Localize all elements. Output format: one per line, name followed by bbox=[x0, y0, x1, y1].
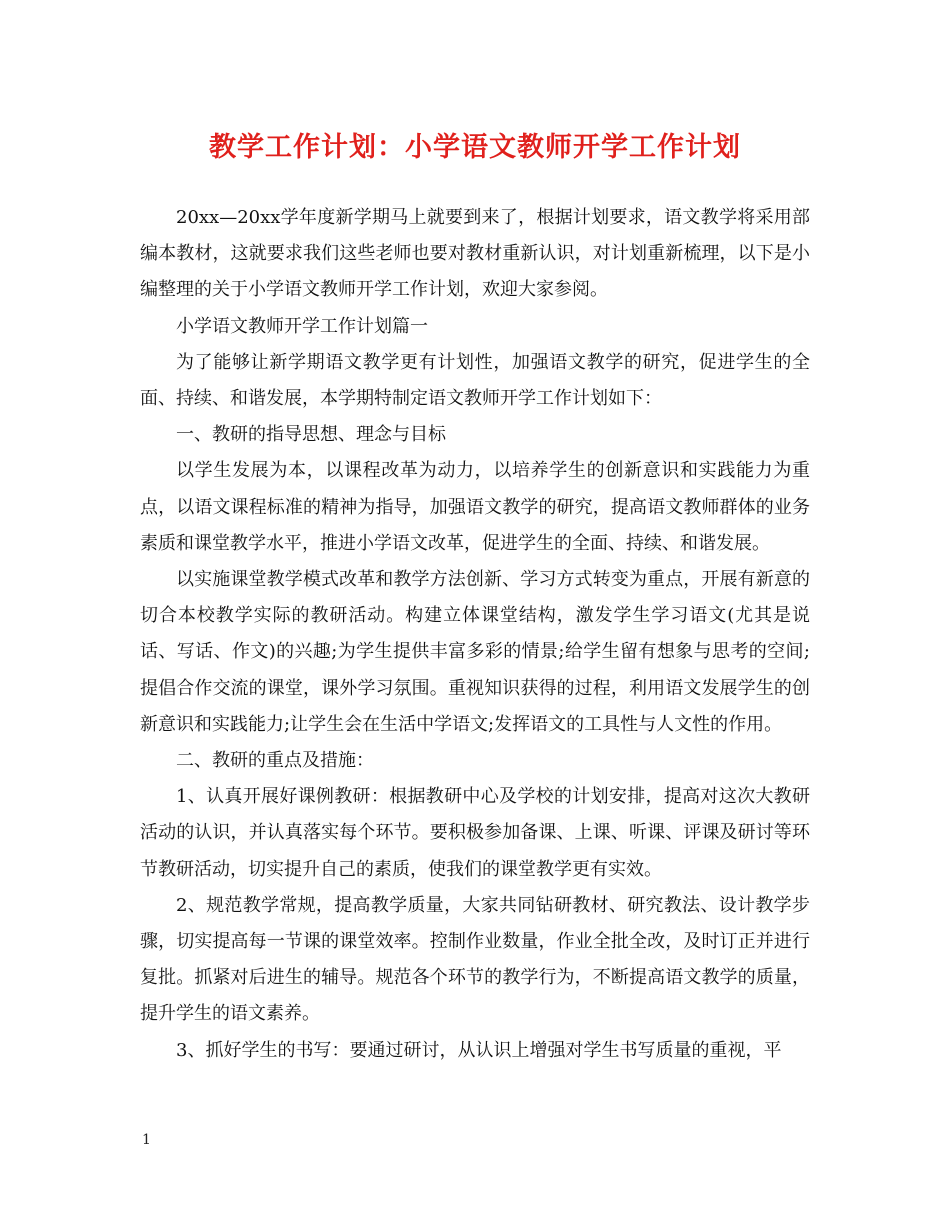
paragraph-item-2: 2、规范教学常规，提高教学质量，大家共同钻研教材、研究教法、设计教学步骤，切实提高每一节课的课堂效率。控制作业数量，作业全批全改，及时订正并进行复批。抓紧对后进生的辅导。规范各个环节的教学行为，不断提高语文教学的质量，提升学生的语文素养。 bbox=[140, 894, 810, 1025]
paragraph-item-3: 3、抓好学生的书写：要通过研讨，从认识上增强对学生书写质量的重视，平 bbox=[176, 1039, 782, 1061]
page-number: 1 bbox=[142, 1132, 151, 1148]
paragraph-purpose: 为了能够让新学期语文教学更有计划性，加强语文教学的研究，促进学生的全面、持续、和谐发展，本学期特制定语文教师开学工作计划如下： bbox=[140, 351, 810, 410]
paragraph-guiding-ideology: 以学生发展为本，以课程改革为动力，以培养学生的创新意识和实践能力为重点，以语文课程标准的精神为指导，加强语文教学的研究，提高语文教师群体的业务素质和课堂教学水平，推进小学语文改革，促进学生的全面、持续、和谐发展。 bbox=[140, 460, 810, 554]
paragraph-heading-two: 二、教研的重点及措施： bbox=[176, 750, 374, 772]
paragraph-teaching-reform: 以实施课堂教学模式改革和教学方法创新、学习方式转变为重点，开展有新意的切合本校教学实际的教研活动。构建立体课堂结构，激发学生学习语文(尤其是说话、写话、作文)的兴趣;为学生提供丰富多彩的情景;给学生留有想象与思考的空间;提倡合作交流的课堂，课外学习氛围。重视知识获得的过程，利用语文发展学生的创新意识和实践能力;让学生会在生活中学语文;发挥语文的工具性与人文性的作用。 bbox=[140, 569, 810, 735]
paragraph-section-heading: 小学语文教师开学工作计划篇一 bbox=[176, 315, 428, 337]
paragraph-heading-one: 一、教研的指导思想、理念与目标 bbox=[176, 424, 446, 446]
document-body bbox=[140, 200, 810, 1069]
paragraph-intro: 20xx—20xx学年度新学期马上就要到来了，根据计划要求，语文教学将采用部编本教材，这就要求我们这些老师也要对教材重新认识，对计划重新梳理，以下是小编整理的关于小学语文教师开学工作计划，欢迎大家参阅。 bbox=[140, 207, 810, 301]
document-title: 教学工作计划：小学语文教师开学工作计划 bbox=[209, 132, 741, 163]
paragraph-item-1: 1、认真开展好课例教研：根据教研中心及学校的计划安排，提高对这次大教研活动的认识，并认真落实每个环节。要积极参加备课、上课、听课、评课及研讨等环节教研活动，切实提升自己的素质，使我们的课堂教学更有实效。 bbox=[140, 786, 810, 880]
